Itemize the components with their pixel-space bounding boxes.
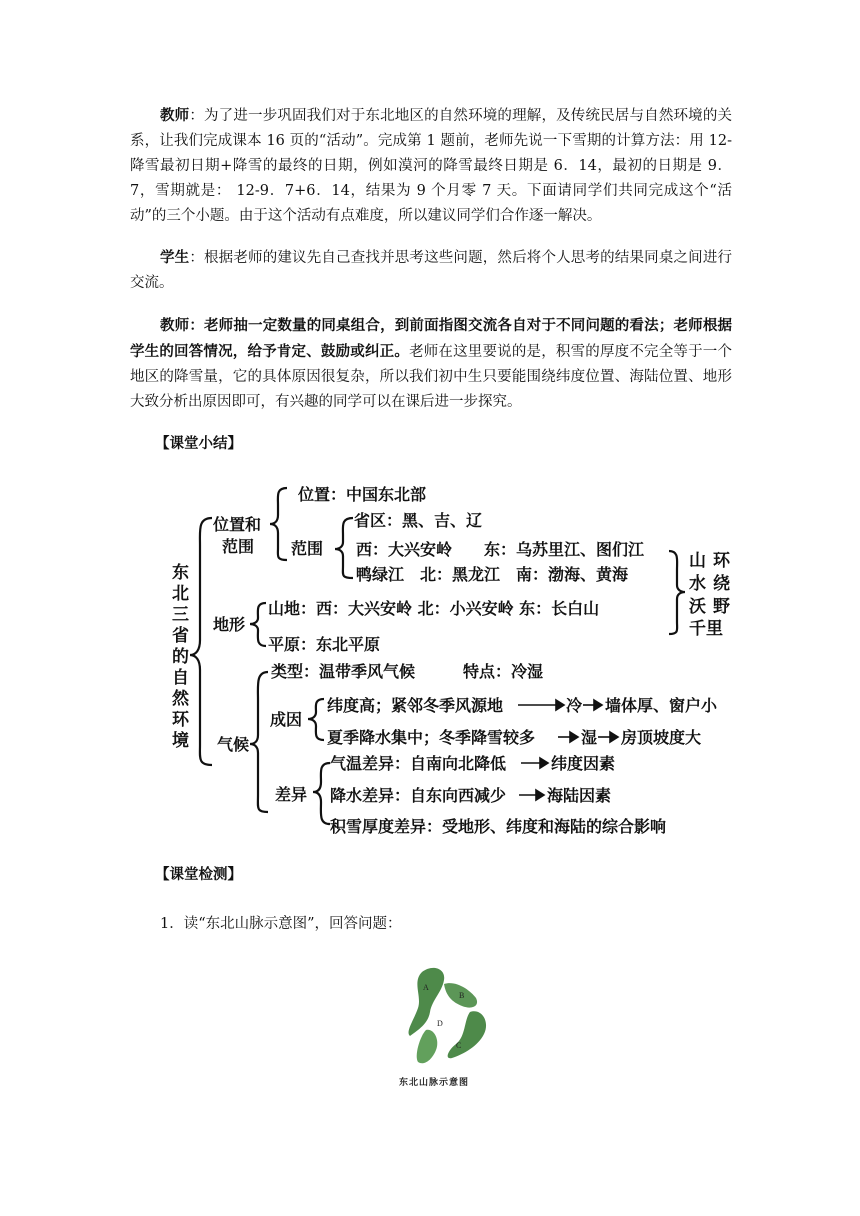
cause1-result: 冷: [566, 696, 583, 715]
speaker-label: 教师: [160, 107, 190, 124]
provinces-node: 省区：黑、吉、辽: [354, 511, 483, 530]
svg-text:东: 东: [172, 563, 189, 583]
cause-label: 成因: [270, 710, 303, 729]
speaker-label: 学生: [160, 249, 190, 266]
map-caption: 东北山脉示意图: [399, 1078, 470, 1088]
test-heading: 【课堂检测】: [155, 866, 242, 883]
mountain-map: [409, 968, 487, 1063]
svg-text:自: 自: [172, 668, 189, 688]
svg-text:然: 然: [172, 689, 189, 709]
svg-text:野: 野: [713, 597, 730, 617]
paragraph-bold-text: ：老师抽一定数量的同桌组合，到前面指图交流各自对于不同问题的看法；老师根据学生的回答情况，给予肯定、鼓励或纠正。: [130, 317, 732, 360]
paragraph-text: ：根据老师的建议先自己查找并思考这些问题，然后将个人思考的结果同桌之间进行交流。: [130, 250, 732, 291]
mindmap-arrows: [518, 700, 618, 800]
location-range-label-2: 范围: [222, 537, 255, 556]
svg-text:省: 省: [172, 626, 189, 646]
svg-text:环: 环: [713, 551, 730, 571]
svg-text:绕: 绕: [713, 574, 730, 594]
map-label-d: D: [437, 1019, 443, 1028]
svg-text:千里: 千里: [689, 619, 723, 639]
paragraph-text: 老师在这里要说的是，积雪的厚度不完全等于一个地区的降雪量，它的具体原因很复杂，所以我们初中生只要能围绕纬度位置、海陆位置、地形大致分析出原因即可，有兴趣的同学可以在课后进一步探究。: [130, 344, 732, 410]
south-north-node: 鸭绿江 北：黑龙江 南：渤海、黄海: [356, 565, 629, 584]
diff2-node: 降水差异：自东向西减少: [330, 786, 507, 805]
west-east-node: 西：大兴安岭 东：乌苏里江、图们江: [356, 540, 645, 559]
svg-text:水: 水: [689, 574, 706, 594]
mountain-range-d: [417, 1030, 438, 1063]
map-label-b: B: [459, 991, 465, 1000]
diff1-node: 气温差异：自南向北降低: [330, 754, 507, 773]
svg-text:三: 三: [172, 605, 189, 625]
mountains-node: 山地：西：大兴安岭 北：小兴安岭 东：长白山: [268, 599, 600, 618]
svg-text:山: 山: [689, 551, 706, 571]
speaker-label: 教师: [160, 317, 190, 334]
location-range-label: 位置和: [213, 515, 262, 534]
svg-text:的: 的: [172, 647, 189, 667]
paragraph-text: ：为了进一步巩固我们对于东北地区的自然环境的理解，及传统民居与自然环境的关系，让我们完成课本 16 页的“活动”。完成第 1 题前，老师先说一下雪期的计算方法：用 12-降雪最初日期+降雪的最终的日期，例如漠河的降雪最终日期是 6．14，最初的日期是 9．7，雪期就是： 12-9．7+6．14，结果为 9 个月零 7 天。下面请同学们共同完成这个“活动”的三个小题。由于这个活动有点难度，所以建议同学们合作逐一解决。: [130, 108, 732, 224]
range-label: 范围: [291, 539, 324, 558]
map-label-c: C: [456, 1041, 462, 1050]
climate-label: 气候: [217, 735, 250, 754]
diff3-node: 积雪厚度差异：受地形、纬度和海陆的综合影响: [330, 817, 667, 836]
svg-text:境: 境: [172, 731, 189, 751]
diff1-factor: 纬度因素: [551, 754, 616, 773]
terrain-label: 地形: [213, 615, 246, 634]
mindmap-brackets: [190, 488, 685, 824]
climate-type-node: 类型：温带季风气候 特点：冷湿: [271, 662, 544, 681]
summary-heading: 【课堂小结】: [155, 435, 242, 452]
mountain-range-c: [448, 1011, 486, 1058]
svg-text:环: 环: [172, 710, 189, 730]
svg-text:北: 北: [172, 584, 189, 604]
difference-label: 差异: [275, 785, 308, 804]
cause1-node: 纬度高；紧邻冬季风源地: [327, 696, 504, 715]
cause2-node: 夏季降水集中；冬季降雪较多: [327, 728, 536, 747]
side-note: [689, 551, 731, 639]
cause1-effect: 墙体厚、窗户小: [605, 696, 718, 715]
mindmap-root: [172, 562, 190, 751]
position-node: 位置：中国东北部: [298, 485, 427, 504]
map-label-a: A: [423, 983, 429, 992]
cause2-result: 湿: [581, 728, 598, 747]
svg-text:沃: 沃: [689, 597, 706, 617]
question-1: 1．读“东北山脉示意图”，回答问题：: [160, 916, 402, 932]
plains-node: 平原：东北平原: [268, 635, 381, 654]
diff2-factor: 海陆因素: [547, 786, 612, 805]
cause2-effect: 房顶坡度大: [621, 728, 702, 747]
